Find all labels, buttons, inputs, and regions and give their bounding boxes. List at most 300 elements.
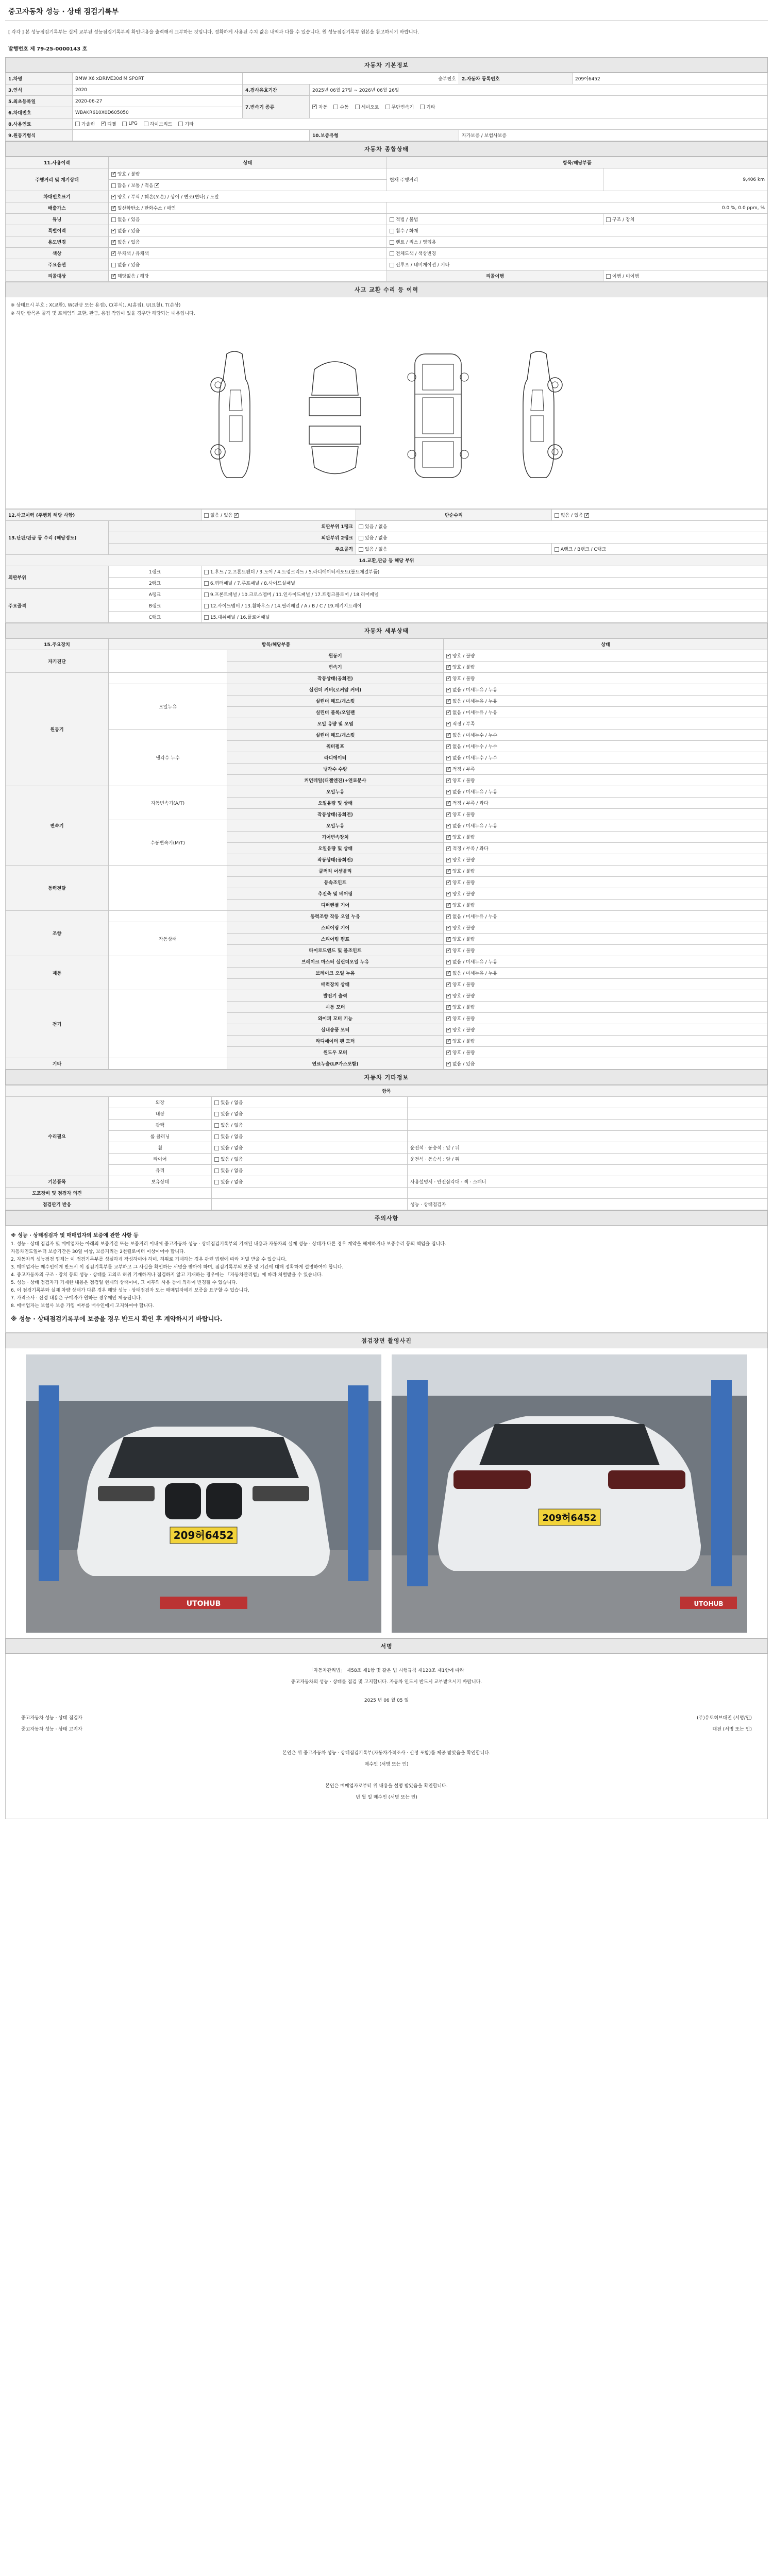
checkbox — [359, 536, 363, 540]
checkbox-checked — [111, 172, 116, 177]
detail-row — [6, 990, 768, 1002]
detail-status: ✓ 양호 / 불량 — [444, 1013, 768, 1024]
car-side-left-icon — [204, 349, 265, 483]
checkbox — [204, 615, 209, 620]
other-item: 보유상태 — [109, 1176, 212, 1188]
detail-status: ✓ 적정 / 부족 / 과다 — [444, 798, 768, 809]
other-status: 있음 / 없음 — [212, 1108, 408, 1120]
checkbox-checked — [446, 903, 451, 908]
detail-status: ✓ 양호 / 불량 — [444, 1047, 768, 1058]
detail-status: ✓ 양호 / 불량 — [444, 1024, 768, 1036]
detail-status: ✓ 없음 / 미세누유 / 누유 — [444, 968, 768, 979]
other-status — [212, 1188, 408, 1199]
checkbox — [214, 1157, 219, 1162]
other-group: 수리필요 — [6, 1097, 109, 1176]
general-row: 리콜대상 ✓ 해당없음 / 해당 리콜이행 이행 / 미이행 — [6, 270, 768, 282]
general-row: 많음 / 보통 / 적음 ✓ — [6, 180, 768, 191]
document-title: 중고자동차 성능 · 상태 점검기록부 — [5, 2, 768, 21]
checkbox-checked — [446, 824, 451, 828]
notes-item: 7. 가격조사 · 산정 내용은 구매자가 원하는 경우에만 제공됩니다. — [11, 1296, 142, 1301]
checkbox — [214, 1112, 219, 1116]
other-extra — [408, 1120, 768, 1131]
other-info-table — [5, 1085, 768, 1210]
general-state-table — [5, 157, 768, 282]
checkbox-checked — [446, 744, 451, 749]
accident-row: 12.사고이력 (주행회 해당 사항) 없음 / 있음 ✓ 단순수리 없음 / 있음 ✓ — [6, 510, 768, 521]
other-row — [6, 1176, 768, 1188]
inspection-photos — [5, 1348, 768, 1638]
notes-heading: ※ 성능 · 상태점검자 및 매매업자의 보증에 관한 사항 등 — [11, 1233, 139, 1239]
detail-item: 오일유량 및 상태 — [227, 798, 444, 809]
other-item — [109, 1188, 212, 1199]
basic-row: 1.차명 BMW X6 xDRIVE30d M SPORT 승부번호 2.자동차 등록번호 209어6452 — [6, 73, 768, 84]
detail-row — [6, 650, 768, 662]
other-item: 휠 — [109, 1142, 212, 1154]
detail-status: ✓ 양호 / 불량 — [444, 900, 768, 911]
consent-text: 본인은 매매업자로부터 위 내용을 설명 받았음을 확인합니다. — [325, 1784, 448, 1789]
detail-status: ✓ 없음 / 미세누수 / 누수 — [444, 752, 768, 764]
checkbox-checked — [312, 105, 317, 109]
detail-status: ✓ 양호 / 불량 — [444, 662, 768, 673]
detail-item: 실린더 블록/오일팬 — [227, 707, 444, 718]
general-row: 용도변경 ✓ 없음 / 있음 렌트 / 리스 / 영업용 — [6, 236, 768, 248]
plate-text-rear: 209허6452 — [542, 1513, 597, 1523]
checkbox-checked — [446, 1062, 451, 1066]
checkbox-checked — [446, 926, 451, 930]
detail-item: 실린더 헤드/개스킷 — [227, 730, 444, 741]
checkbox — [420, 105, 425, 109]
detail-item: 연료누출(LP가스포함) — [227, 1058, 444, 1070]
detail-item: 디퍼렌셜 기어 — [227, 900, 444, 911]
section-signature: 서명 — [5, 1638, 768, 1654]
checkbox-checked — [446, 710, 451, 715]
detail-item: 타이로드엔드 및 볼조인트 — [227, 945, 444, 956]
detail-group: 전기 — [6, 990, 109, 1058]
checkbox — [214, 1180, 219, 1184]
detail-subgroup — [109, 990, 227, 1058]
detail-item: 동력조향 작동 오일 누유 — [227, 911, 444, 922]
detail-item: 라디에이터 팬 모터 — [227, 1036, 444, 1047]
buyer-confirm: 본인은 위 중고자동차 성능 · 상태점검기록부(자동차가격조사 · 산정 포함)를 제공 받았음을 확인합니다. — [282, 1751, 491, 1756]
other-item: 외장 — [109, 1097, 212, 1108]
detail-subgroup: 냉각수 누수 — [109, 730, 227, 786]
rank-row: C랭크 15.대쉬패널 / 16.플로어패널 — [6, 612, 768, 623]
checkbox — [204, 513, 209, 518]
detail-row — [6, 684, 768, 696]
checkbox-checked — [446, 767, 451, 772]
detail-subgroup — [109, 911, 227, 922]
checkbox-checked — [446, 937, 451, 942]
detail-row — [6, 922, 768, 934]
accident-row: 13.단판/판금 등 수리 (해당정도) 외판부위 1랭크 있음 / 없음 — [6, 521, 768, 532]
other-header-row: 항목 — [6, 1086, 768, 1097]
document-number — [5, 40, 768, 57]
inspection-record-page — [5, 0, 768, 2118]
section-general-state: 자동차 종합상태 — [5, 141, 768, 157]
detail-row — [6, 866, 768, 877]
checkbox — [554, 513, 559, 518]
detail-status: ✓ 양호 / 불량 — [444, 673, 768, 684]
detail-row — [6, 1058, 768, 1070]
detail-row — [6, 673, 768, 684]
basic-info-table — [5, 73, 768, 141]
accident-row: 주요골격 있음 / 없음 A랭크 / B랭크 / C랭크 — [6, 544, 768, 555]
detail-row — [6, 956, 768, 968]
legend-note: ※ 하단 항목은 골격 및 프레임의 교환, 판금, 용접 작업이 있을 경우만 해당되는 내용입니다. — [11, 311, 195, 316]
detail-item: 실린더 커버(로커암 커버) — [227, 684, 444, 696]
consent-date: 년 월 일 매수인 (서명 또는 인) — [356, 1795, 417, 1800]
detail-header-row: 15.주요장치 항목/해당부품 상태 — [6, 639, 768, 650]
checkbox-checked — [111, 274, 116, 279]
checkbox-checked — [111, 251, 116, 256]
detail-item: 등속조인트 — [227, 877, 444, 888]
detail-status: ✓ 양호 / 불량 — [444, 934, 768, 945]
checkbox — [122, 122, 127, 126]
other-row — [6, 1108, 768, 1120]
transmission-options: ✓ 자동 수동 세미오토 무단변속기 기타 — [310, 96, 768, 118]
doc-no-value: 79-25-0000143 — [37, 46, 81, 52]
detail-status: ✓ 양호 / 불량 — [444, 866, 768, 877]
other-row — [6, 1165, 768, 1176]
legend-status-codes: ※ 상태표시 부호 : X(교환), W(판금 또는 용접), C(부식), A(흠집), U(요철), T(손상) — [11, 303, 181, 308]
checkbox-checked — [446, 994, 451, 998]
checkbox-checked — [111, 229, 116, 233]
other-row — [6, 1188, 768, 1199]
other-item: 내장 — [109, 1108, 212, 1120]
checkbox-checked — [446, 778, 451, 783]
detail-status: ✓ 적정 / 부족 / 과다 — [444, 843, 768, 854]
checkbox-checked — [446, 1050, 451, 1055]
checkbox — [204, 592, 209, 597]
detail-item: 라디에이터 — [227, 752, 444, 764]
detail-status: ✓ 양호 / 불량 — [444, 1002, 768, 1013]
notes-item: 5. 성능 · 상태 점검자가 기재한 내용은 점검일 현재의 상태이며, 그 이후의 사용 등에 의하여 변경될 수 있습니다. — [11, 1280, 238, 1285]
checkbox-checked — [111, 240, 116, 245]
brand-text-rear: UTOHUB — [694, 1600, 724, 1607]
checkbox — [606, 274, 611, 279]
checkbox-checked — [446, 892, 451, 896]
checkbox — [390, 240, 394, 245]
basic-row: 3.연식 2020 4.검사유효기간 2025년 06월 27일 ~ 2026년 06월 26일 — [6, 84, 768, 96]
checkbox-checked — [446, 790, 451, 794]
detail-item: 변속기 — [227, 662, 444, 673]
checkbox-checked — [155, 183, 159, 188]
general-row: 특별이력 ✓ 없음 / 있음 침수 / 화재 — [6, 225, 768, 236]
checkbox — [355, 105, 360, 109]
checkbox-checked — [446, 688, 451, 692]
checkbox-checked — [234, 513, 239, 518]
checkbox — [606, 217, 611, 222]
section-photos: 점검장면 촬영사진 — [5, 1333, 768, 1348]
doc-no-suffix: 호 — [82, 46, 88, 52]
checkbox — [111, 217, 116, 222]
checkbox-checked — [446, 699, 451, 704]
checkbox-checked — [446, 982, 451, 987]
detail-group: 변속기 — [6, 786, 109, 866]
checkbox — [390, 217, 394, 222]
detail-item: 스티어링 기어 — [227, 922, 444, 934]
basic-row: 5.최초등록일 2020-06-27 7.변속기 종류 ✓ 자동 수동 세미오토 무단변속기 기타 — [6, 96, 768, 107]
detail-row — [6, 730, 768, 741]
general-row: 주행거리 및 계기상태 ✓ 양호 / 불량 현재 주행거리 9,406 km — [6, 168, 768, 180]
checkbox — [204, 604, 209, 608]
detail-subgroup: 수동변속기(M/T) — [109, 820, 227, 866]
detail-status: ✓ 적정 / 부족 — [444, 764, 768, 775]
detail-status: ✓ 없음 / 미세누유 / 누유 — [444, 956, 768, 968]
section-basic-info: 자동차 기본정보 — [5, 57, 768, 73]
checkbox-checked — [446, 812, 451, 817]
checkbox — [204, 581, 209, 586]
detail-group: 자기진단 — [6, 650, 109, 673]
checkbox-checked — [446, 1005, 451, 1010]
other-extra: 성능 · 상태점검자 — [408, 1199, 768, 1210]
checkbox — [214, 1123, 219, 1128]
checkbox-checked — [446, 756, 451, 760]
checkbox-checked — [446, 835, 451, 840]
checkbox-checked — [584, 513, 589, 518]
detail-status: ✓ 없음 / 있음 — [444, 1058, 768, 1070]
other-status — [212, 1199, 408, 1210]
checkbox — [390, 251, 394, 256]
notes-item: 1. 성능 · 상태 점검자 및 매매업자는 아래의 보증기간 또는 보증거리 이내에 중고자동차 성능 · 상태점검기록부의 기재된 내용과 자동차의 실제 성능 · 상태가 다른 경우 계약을 해제하거나 보증수리 등의 책임을 집니다. — [11, 1242, 446, 1247]
detail-item: 배력장치 상태 — [227, 979, 444, 990]
detail-item: 실내송풍 모터 — [227, 1024, 444, 1036]
accident-row: 외판부위 2랭크 있음 / 없음 — [6, 532, 768, 544]
inspector-row: 중고자동차 성능 · 상태 점검자 (주)유토허브대전 (서명/인) — [21, 1716, 752, 1721]
other-item: 유리 — [109, 1165, 212, 1176]
checkbox — [111, 263, 116, 267]
detail-item: 냉각수 수량 — [227, 764, 444, 775]
accident-subsection-row: 14.교환,판금 등 해당 부위 — [6, 555, 768, 566]
detail-item: 작동상태(공회전) — [227, 673, 444, 684]
car-side-right-icon — [508, 349, 569, 483]
detail-item: 오일 유량 및 오염 — [227, 718, 444, 730]
notes-item: 2. 자동차의 성능점검 업체는 이 점검기록부를 성실하게 작성하여야 하며, 허위로 기재하는 경우 관련 법령에 따라 처벌 받을 수 있습니다. — [11, 1257, 287, 1262]
detail-status: ✓ 양호 / 불량 — [444, 809, 768, 820]
notes-item: 3. 매매업자는 매수인에게 반드시 이 점검기록부를 교부하고 그 사실을 확인하는 서명을 받아야 하며, 점검기록부의 보증 및 기간에 대해 정확하게 설명하여야 합니다. — [11, 1265, 344, 1270]
detail-subgroup — [109, 673, 227, 684]
checkbox — [75, 122, 80, 126]
photo-rear — [392, 1354, 747, 1633]
checkbox — [359, 547, 363, 552]
detail-item: 워터펌프 — [227, 741, 444, 752]
detail-status: ✓ 적정 / 부족 — [444, 718, 768, 730]
detail-item: 기어변속장치 — [227, 832, 444, 843]
checkbox-checked — [446, 654, 451, 658]
detail-status: ✓ 양호 / 불량 — [444, 888, 768, 900]
car-rear-photo-icon — [392, 1354, 747, 1633]
other-extra: 사용설명서 · 안전삼각대 · 잭 · 스패너 — [408, 1176, 768, 1188]
other-status: 있음 / 없음 — [212, 1120, 408, 1131]
other-status: 있음 / 없음 — [212, 1154, 408, 1165]
rank-row: 2랭크 6.쿼터패널 / 7.루프패널 / 8.사이드실패널 — [6, 578, 768, 589]
detail-item: 오일유량 및 상태 — [227, 843, 444, 854]
other-status: 있음 / 없음 — [212, 1142, 408, 1154]
detail-status: ✓ 없음 / 미세누수 / 누수 — [444, 741, 768, 752]
detail-group: 조향 — [6, 911, 109, 956]
other-extra — [408, 1131, 768, 1142]
section-notes: 주의사항 — [5, 1210, 768, 1226]
other-row — [6, 1097, 768, 1108]
detail-status: ✓ 양호 / 불량 — [444, 979, 768, 990]
other-item: 룸 클리닝 — [109, 1131, 212, 1142]
general-row: 차대번호표기 ✓ 양호 / 부식 / 훼손(오손) / 상이 / 변조(변타) / 도말 — [6, 191, 768, 202]
other-extra: 운전석 · 동승석 : 앞 / 뒤 — [408, 1154, 768, 1165]
general-row: 배출가스 ✓ 일산화탄소 / 탄화수소 / 매연 0.0 %, 0.0 ppm, % — [6, 202, 768, 214]
detail-item: 오일누유 — [227, 786, 444, 798]
other-extra — [408, 1097, 768, 1108]
notifier-row: 중고자동차 성능 · 상태 고지자 대전 (서명 또는 인) — [21, 1727, 752, 1732]
detail-subgroup: 자동변속기(A/T) — [109, 786, 227, 820]
checkbox-checked — [446, 869, 451, 874]
checkbox — [144, 122, 148, 126]
checkbox — [111, 183, 116, 188]
detail-row — [6, 786, 768, 798]
detail-item: 추진축 및 베어링 — [227, 888, 444, 900]
other-group: 도포장비 및 점검자 의견 — [6, 1188, 109, 1199]
detail-item: 작동상태(공회전) — [227, 854, 444, 866]
car-diagram-panel — [5, 297, 768, 509]
detail-group: 원동기 — [6, 673, 109, 786]
general-row: 색상 ✓ 무채색 / 유채색 전체도색 / 색상변경 — [6, 248, 768, 259]
other-row — [6, 1199, 768, 1210]
checkbox — [214, 1100, 219, 1105]
checkbox-checked — [111, 195, 116, 199]
detail-status: ✓ 양호 / 불량 — [444, 1036, 768, 1047]
detail-status: ✓ 양호 / 불량 — [444, 922, 768, 934]
detail-status: ✓ 양호 / 불량 — [444, 775, 768, 786]
checkbox-checked — [446, 960, 451, 964]
plate-text-front: 209허6452 — [173, 1529, 234, 1541]
detail-group: 제동 — [6, 956, 109, 990]
detail-row — [6, 820, 768, 832]
fuel-options: 가솔린 ✓ 디젤 LPG 하이브리드 기타 — [73, 118, 768, 130]
accident-table — [5, 509, 768, 623]
checkbox-checked — [446, 914, 451, 919]
brand-text-front: UTOHUB — [186, 1600, 221, 1608]
photo-front — [26, 1354, 381, 1633]
detail-row — [6, 911, 768, 922]
other-group: 점검판기 반응 — [6, 1199, 109, 1210]
checkbox — [214, 1146, 219, 1150]
section-detail-state: 자동차 세부상태 — [5, 623, 768, 638]
car-front-rear-icon — [301, 349, 368, 483]
checkbox-checked — [446, 733, 451, 738]
detail-status: ✓ 양호 / 불량 — [444, 945, 768, 956]
notes-warning: ※ 성능 · 상태점검기록부에 보증을 경우 반드시 확인 후 계약하시기 바랍니다. — [11, 1315, 223, 1323]
detail-status: ✓ 없음 / 미세누유 / 누유 — [444, 696, 768, 707]
detail-state-table — [5, 638, 768, 1070]
other-item: 광택 — [109, 1120, 212, 1131]
basic-row: 9.원동기형식 10.보증유형 자가보증 / 보험사보증 — [6, 130, 768, 141]
checkbox-checked — [446, 858, 451, 862]
notes-item: 4. 중고자동차의 구조 · 장치 등의 성능 · 상태를 고의로 허위 기재하거나 점검하지 않고 기재하는 경우에는 「자동차관리법」에 따라 처벌받을 수 있습니다. — [11, 1273, 323, 1278]
checkbox-checked — [446, 948, 451, 953]
detail-item: 와이퍼 모터 기능 — [227, 1013, 444, 1024]
checkbox — [359, 524, 363, 529]
detail-item: 오일누유 — [227, 820, 444, 832]
detail-item: 스티어링 펌프 — [227, 934, 444, 945]
checkbox — [178, 122, 183, 126]
detail-item: 클러치 어셈블리 — [227, 866, 444, 877]
general-header-row: 11.사용이력 상태 항목/해당부품 — [6, 157, 768, 168]
detail-status: ✓ 없음 / 미세누유 / 누유 — [444, 786, 768, 798]
basic-row: 6.차대번호 WBAKR610X0D605050 — [6, 107, 768, 118]
other-status: 있음 / 없음 — [212, 1131, 408, 1142]
detail-item: 브레이크 오일 누유 — [227, 968, 444, 979]
detail-status: ✓ 양호 / 불량 — [444, 650, 768, 662]
checkbox — [204, 570, 209, 574]
detail-item: 브레이크 마스터 실린더오일 누유 — [227, 956, 444, 968]
other-item — [109, 1199, 212, 1210]
detail-item: 발전기 출력 — [227, 990, 444, 1002]
detail-item: 윈도우 모터 — [227, 1047, 444, 1058]
checkbox-checked — [101, 122, 106, 126]
other-row — [6, 1154, 768, 1165]
detail-subgroup — [109, 956, 227, 990]
detail-item: 원동기 — [227, 650, 444, 662]
checkbox-checked — [446, 846, 451, 851]
detail-item: 시동 모터 — [227, 1002, 444, 1013]
detail-status: ✓ 양호 / 불량 — [444, 854, 768, 866]
detail-subgroup: 작동상태 — [109, 922, 227, 956]
checkbox-checked — [446, 676, 451, 681]
notes-panel — [5, 1226, 768, 1333]
notes-item: 6. 이 점검기록부와 실제 차량 상태가 다른 경우 해당 성능 · 상태점검자 또는 매매업자에게 보증을 요구할 수 있습니다. — [11, 1288, 249, 1293]
general-row: 튜닝 없음 / 있음 적법 / 불법 구조 / 장치 — [6, 214, 768, 225]
detail-status: ✓ 양호 / 불량 — [444, 832, 768, 843]
other-status: 있음 / 없음 — [212, 1165, 408, 1176]
other-extra — [408, 1165, 768, 1176]
checkbox — [390, 263, 394, 267]
section-other-info: 자동차 기타정보 — [5, 1070, 768, 1085]
other-item: 타이어 — [109, 1154, 212, 1165]
checkbox-checked — [446, 1016, 451, 1021]
rank-row: 주요골격 A랭크 9.프론트패널 / 10.크로스멤버 / 11.인사이드패널 / 17.트렁크플로어 / 18.리어패널 — [6, 589, 768, 600]
section-accident-history: 사고 교환 수리 등 이력 — [5, 282, 768, 297]
sign-date: 2025 년 06 월 05 일 — [364, 1698, 409, 1703]
rank-row: 외판부위 1랭크 1.후드 / 2.프론트펜더 / 3.도어 / 4.트렁크리드 / 5.라디에이터서포트(볼트체결부품) — [6, 566, 768, 578]
checkbox-checked — [446, 1039, 451, 1044]
detail-status: ✓ 양호 / 불량 — [444, 990, 768, 1002]
other-row — [6, 1142, 768, 1154]
detail-subgroup: 오일누유 — [109, 684, 227, 730]
notes-item: 자동차인도일부터 보증기간은 30일 이상, 보증거리는 2천킬로미터 이상이어야 합니다. — [11, 1249, 186, 1255]
other-status: 있음 / 없음 — [212, 1097, 408, 1108]
detail-status: ✓ 없음 / 미세누유 / 누유 — [444, 684, 768, 696]
checkbox — [214, 1168, 219, 1173]
detail-subgroup — [109, 650, 227, 673]
doc-no-label: 발행번호 제 — [8, 46, 35, 52]
checkbox-checked — [446, 971, 451, 976]
sign-line-2: 중고자동차의 성능 · 상태를 점검 및 고지합니다. 자동차 인도시 반드시 교부받으시기 바랍니다. — [291, 1680, 482, 1685]
checkbox — [385, 105, 390, 109]
basic-row: 8.사용연료 가솔린 ✓ 디젤 LPG 하이브리드 기타 — [6, 118, 768, 130]
detail-item: 작동상태(공회전) — [227, 809, 444, 820]
detail-status: ✓ 없음 / 미세누유 / 누유 — [444, 707, 768, 718]
checkbox — [333, 105, 338, 109]
checkbox-checked — [446, 1028, 451, 1032]
detail-status: ✓ 없음 / 미세누유 / 누유 — [444, 911, 768, 922]
detail-status: ✓ 없음 / 미세누유 / 누유 — [444, 820, 768, 832]
detail-status: ✓ 없음 / 미세누수 / 누수 — [444, 730, 768, 741]
general-row: 주요옵션 없음 / 있음 선루프 / 네비게이션 / 기타 — [6, 259, 768, 270]
detail-group: 동력전달 — [6, 866, 109, 911]
checkbox-checked — [446, 801, 451, 806]
other-extra — [408, 1188, 768, 1199]
checkbox-checked — [446, 722, 451, 726]
sign-line-1: 「자동차관리법」 제58조 제1항 및 같은 법 시행규칙 제120조 제1항에 따라 — [309, 1668, 464, 1673]
